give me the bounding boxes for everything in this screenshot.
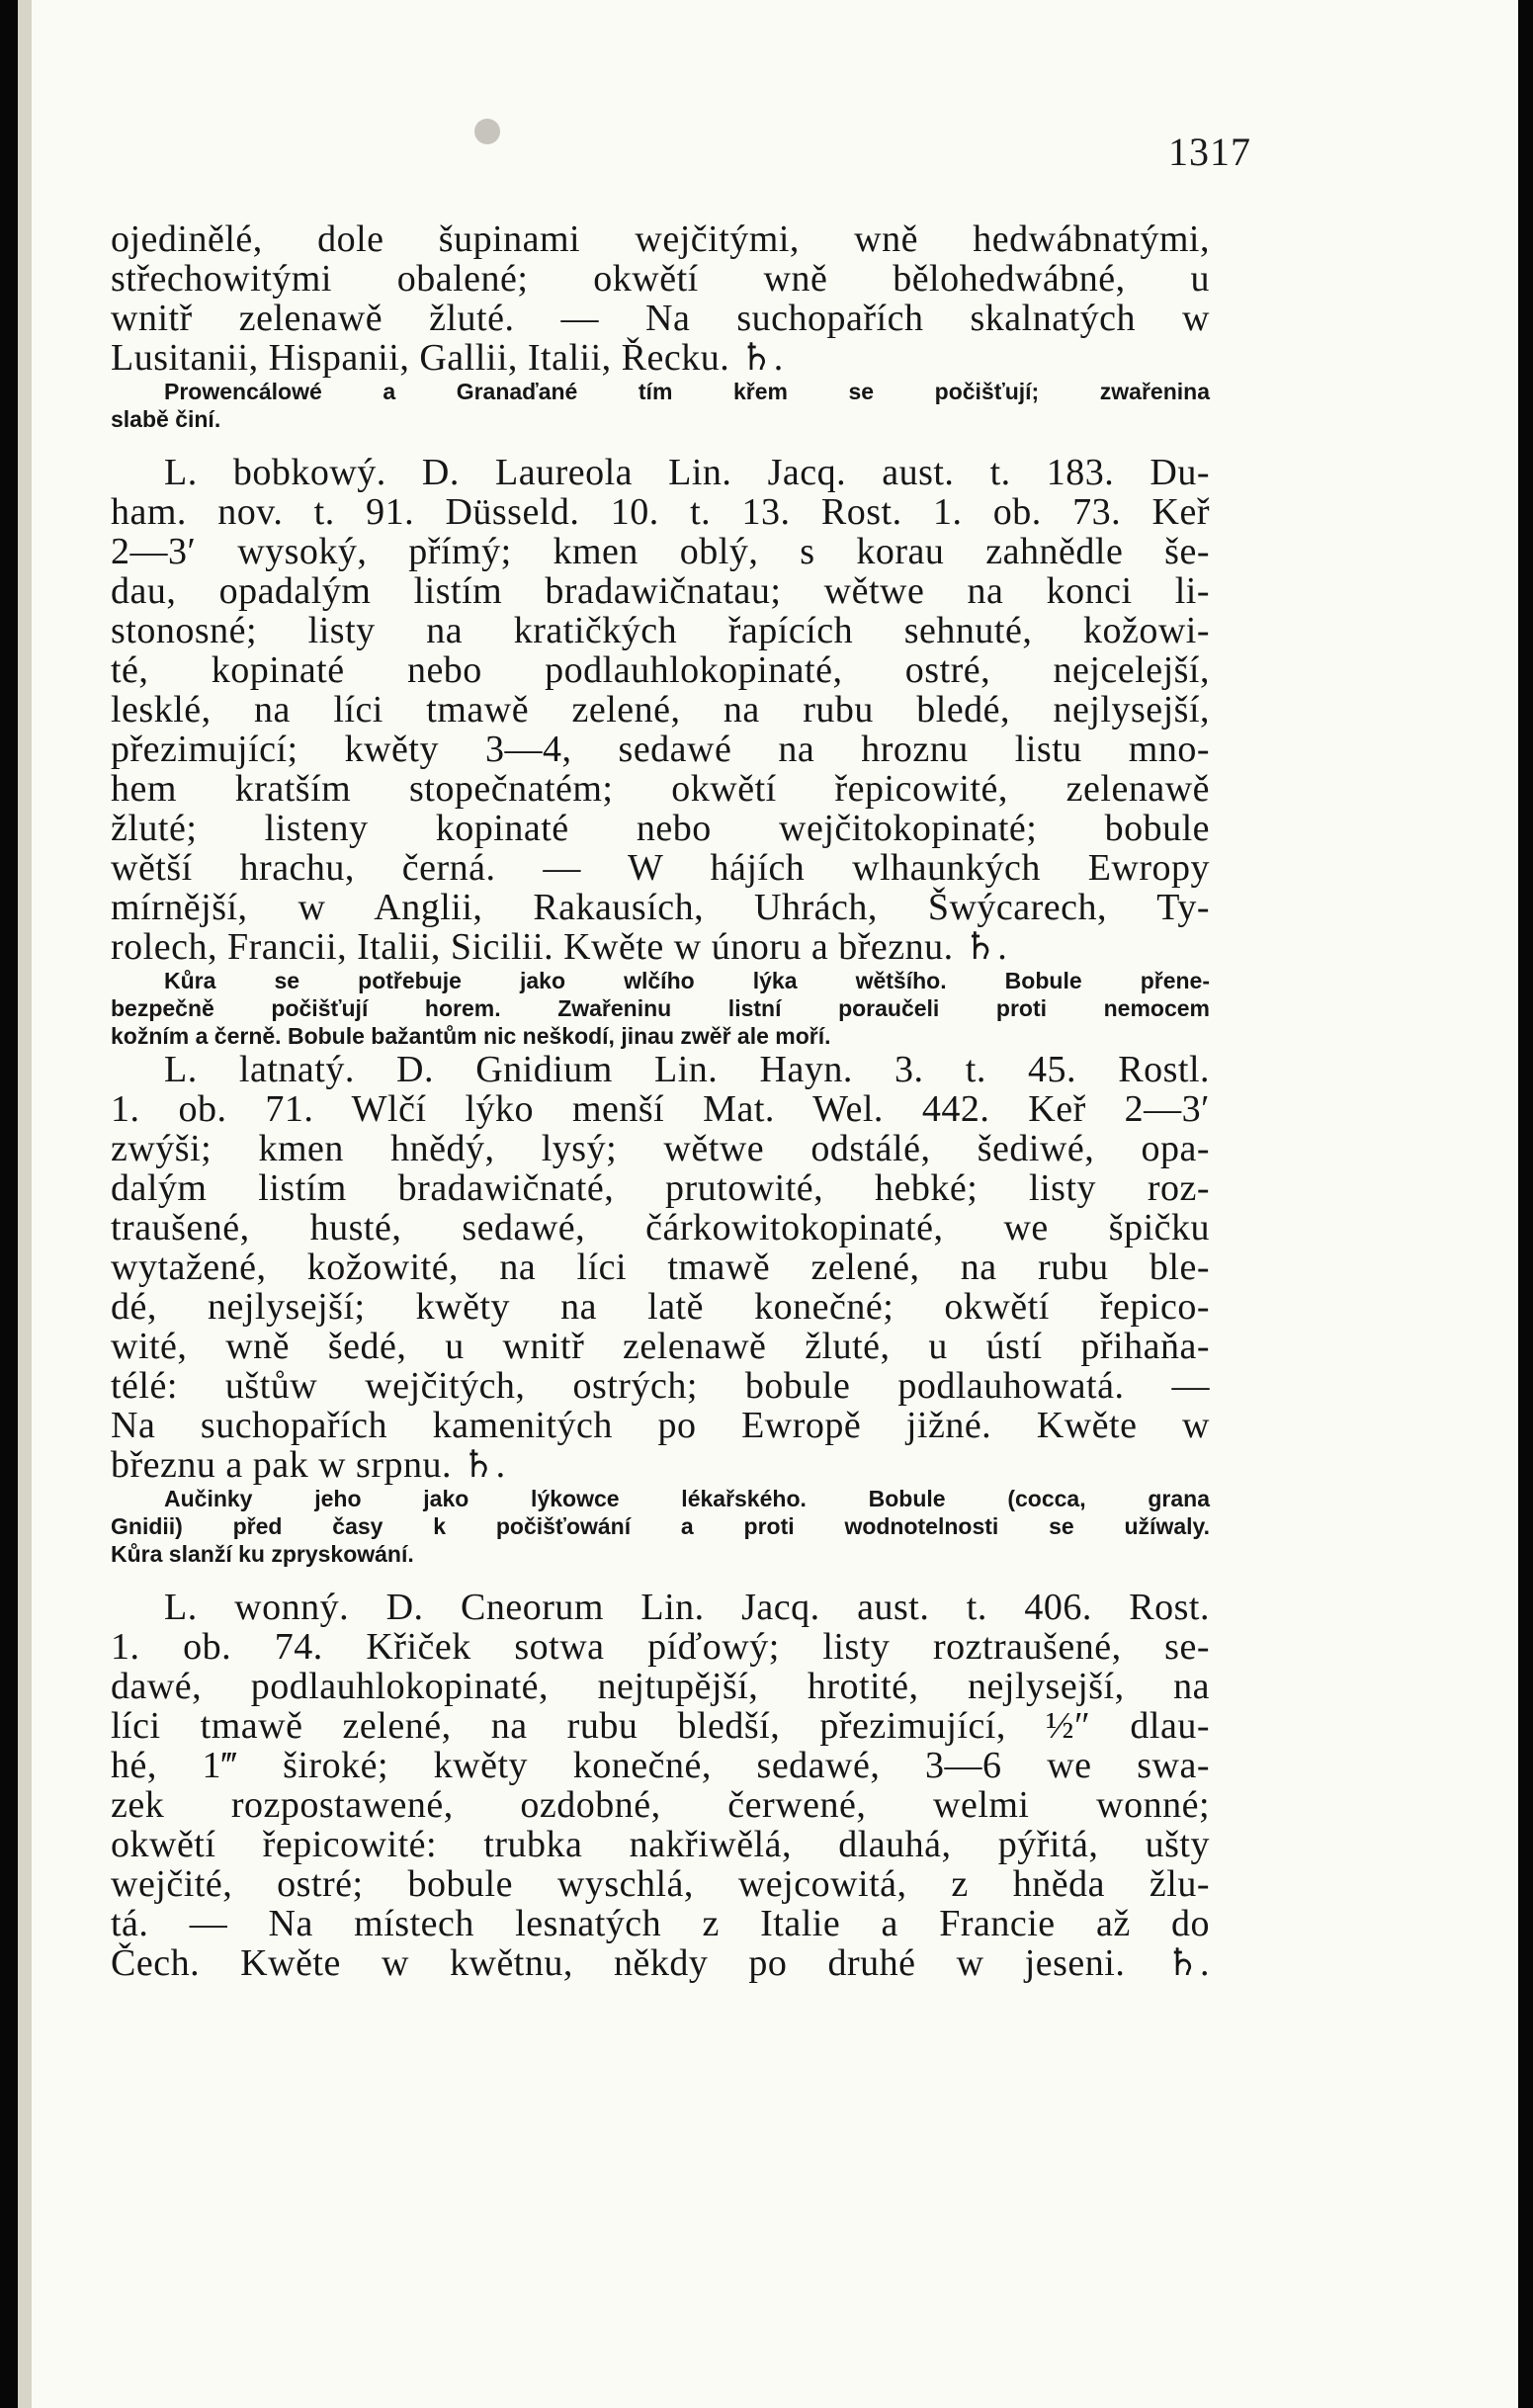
text-line: L. bobkowý. D. Laureola Lin. Jacq. aust. t. 183. Du- (164, 452, 1210, 493)
text-line: zek rozpostawené, ozdobné, čerwené, welmi wonné; (111, 1784, 1210, 1826)
text-line: lesklé, na líci tmawě zelené, na rubu bledé, nejlysejší, (111, 689, 1210, 731)
ink-spot (474, 119, 500, 144)
text-line: okwětí řepicowité: trubka nakřiwělá, dlauhá, pýřitá, ušty (111, 1824, 1210, 1865)
text-line: L. latnatý. D. Gnidium Lin. Hayn. 3. t. 45. Rostl. (164, 1049, 1210, 1090)
text-line: télé: uštůw wejčitých, ostrých; bobule podlauhowatá. — (111, 1365, 1210, 1407)
text-line: rolech, Francii, Italii, Sicilii. Kwěte w únoru a březnu. ♄. (111, 926, 1008, 968)
text-line: dé, nejlysejší; kwěty na latě konečné; okwětí řepico- (111, 1286, 1210, 1328)
text-line: líci tmawě zelené, na rubu bledší, přezimující, ½″ dlau- (111, 1705, 1210, 1747)
paragraph-gap (111, 1568, 1210, 1588)
text-line: 2—3′ wysoký, přímý; kmen oblý, s korau zahnědle še- (111, 531, 1210, 572)
text-line: 1. ob. 74. Křiček sotwa píďowý; listy roztraušené, se- (111, 1626, 1210, 1668)
text-line: Čech. Kwěte w kwětnu, někdy po druhé w jeseni. ♄. (111, 1942, 1210, 1984)
text-line: wytažené, kožowité, na líci tmawě zelené, na rubu ble- (111, 1247, 1210, 1288)
text-line: L. wonný. D. Cneorum Lin. Jacq. aust. t. 406. Rost. (164, 1587, 1210, 1628)
text-line: hem kratším stopečnatém; okwětí řepicowité, zelenawě (111, 768, 1210, 810)
text-line: Na suchopařích kamenitých po Ewropě jižné. Kwěte w (111, 1405, 1210, 1446)
text-line: wnitř zelenawě žluté. — Na suchopařích skalnatých w (111, 298, 1210, 339)
text-line: střechowitými obalené; okwětí wně bělohedwábné, u (111, 258, 1210, 300)
note-line: slabě činí. (111, 406, 221, 432)
text-line: wejčité, ostré; bobule wyschlá, wejcowitá, z hněda žlu- (111, 1863, 1210, 1905)
paragraph-gap (111, 433, 1210, 453)
page-edge (18, 0, 32, 2408)
page-number: 1317 (1168, 129, 1251, 174)
note-line: kožním a černě. Bobule bažantům nic neškodí, jinau zwěř ale moří. (111, 1023, 831, 1049)
text-line: žluté; listeny kopinaté nebo wejčitokopinaté; bobule (111, 808, 1210, 849)
text-line: Lusitanii, Hispanii, Gallii, Italii, Řecku. ♄. (111, 337, 784, 379)
note-line: Aučinky jeho jako lýkowce lékařského. Bobule (cocca, grana (164, 1486, 1210, 1511)
text-line: hé, 1‴ široké; kwěty konečné, sedawé, 3—6 we swa- (111, 1745, 1210, 1786)
text-line: wětší hrachu, černá. — W hájích wlhaunkých Ewropy (111, 847, 1210, 889)
text-line: přezimující; kwěty 3—4, sedawé na hroznu listu mno- (111, 729, 1210, 770)
body-text (111, 219, 1210, 1983)
text-line: dawé, podlauhlokopinaté, nejtupější, hrotité, nejlysejší, na (111, 1666, 1210, 1707)
text-line: ham. nov. t. 91. Düsseld. 10. t. 13. Rost. 1. ob. 73. Keř (111, 491, 1210, 533)
note-line: bezpečně počišťují horem. Zwařeninu listní poraučeli proti nemocem (111, 995, 1210, 1021)
text-line: wité, wně šedé, u wnitř zelenawě žluté, u ústí přihaňa- (111, 1326, 1210, 1367)
text-line: zwýši; kmen hnědý, lysý; wětwe odstálé, šediwé, opa- (111, 1128, 1210, 1169)
text-line: stonosné; listy na kratičkých řapících sehnuté, kožowi- (111, 610, 1210, 651)
text-line: dalým listím bradawičnaté, prutowité, hebké; listy roz- (111, 1167, 1210, 1209)
text-line: mírnější, w Anglii, Rakausích, Uhrách, Šwýcarech, Ty- (111, 887, 1210, 928)
text-line: tá. — Na místech lesnatých z Italie a Francie až do (111, 1903, 1210, 1944)
note-line: Gnidii) před časy k počišťowání a proti wodnotelnosti se užíwaly. (111, 1513, 1210, 1539)
note-line: Kůra slanží ku zpryskowání. (111, 1541, 414, 1567)
text-line: březnu a pak w srpnu. ♄. (111, 1444, 506, 1486)
text-line: traušené, husté, sedawé, čárkowitokopinaté, we špičku (111, 1207, 1210, 1248)
note-line: Kůra se potřebuje jako wlčího lýka wětšího. Bobule přene- (164, 968, 1210, 993)
text-line: 1. ob. 71. Wlčí lýko menší Mat. Wel. 442. Keř 2—3′ (111, 1088, 1210, 1130)
text-line: dau, opadalým listím bradawičnatau; wětwe na konci li- (111, 570, 1210, 612)
text-line: té, kopinaté nebo podlauhlokopinaté, ostré, nejcelejší, (111, 649, 1210, 691)
book-page (18, 0, 1518, 2408)
note-line: Prowencálowé a Granaďané tím křem se počišťují; zwařenina (164, 379, 1210, 404)
text-line: ojedinělé, dole šupinami wejčitými, wně hedwábnatými, (111, 218, 1210, 260)
